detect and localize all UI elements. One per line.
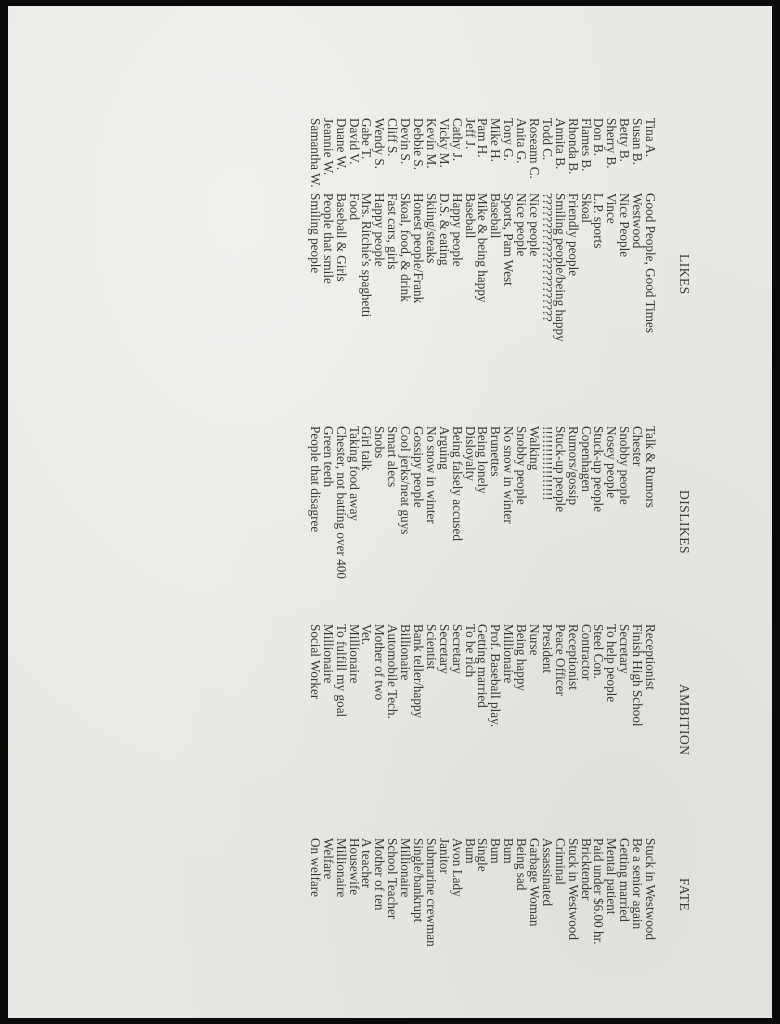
likes-cell: Good People, Good Times [643, 193, 658, 333]
fate-column [308, 838, 656, 947]
dislikes-cell: Being falsely accused [449, 426, 465, 541]
fate-cell: Welfare [320, 838, 336, 880]
ambition-cell: Mother of two [372, 624, 388, 701]
fate-cell: Mental patient [604, 838, 620, 915]
name-cell: Don B. [591, 118, 607, 157]
ambition-cell: Being happy [514, 624, 530, 692]
likes-cell: ?????????????????????? [539, 193, 555, 322]
header-likes: LIKES [677, 254, 692, 295]
likes-cell: Baseball [462, 193, 478, 239]
likes-cell: Food [346, 193, 362, 221]
likes-cell: Friendly people [565, 193, 581, 277]
name-cell: Debbie S. [410, 118, 426, 171]
names-column [308, 118, 656, 188]
dislikes-cell: Nosey people [604, 426, 620, 499]
ambition-cell: Steel Con. [591, 624, 607, 679]
name-cell: Roseann C. [526, 118, 542, 179]
dislikes-cell: Talk & Rumors [643, 426, 658, 508]
fate-cell: Bum [488, 838, 504, 864]
header-fate: FATE [677, 878, 692, 912]
fate-cell: Single/bankrupt [410, 838, 426, 923]
ambition-cell: Vet. [359, 624, 375, 645]
dislikes-cell: Disloyalty [462, 426, 478, 481]
fate-cell: Submarine crewman [423, 838, 439, 947]
ambition-cell: Secretary [436, 624, 452, 674]
yearbook-page [8, 6, 772, 1018]
dislikes-cell: Rumors/gossip [565, 426, 581, 506]
fate-cell: Single [475, 838, 491, 872]
likes-cell: Skoal [578, 193, 594, 224]
likes-cell: Baseball [488, 193, 504, 239]
ambition-cell: Secretary [617, 624, 633, 674]
ambition-cell: Finish High School [630, 624, 646, 727]
dislikes-cell: People that disagree [307, 426, 323, 533]
likes-column [308, 193, 656, 342]
fate-cell: Mother of ten [372, 838, 388, 911]
name-cell: Vicky M. [436, 118, 452, 168]
ambition-cell: Scientist [423, 624, 439, 670]
name-cell: Mike H. [488, 118, 504, 162]
header-ambition: AMBITION [677, 684, 692, 756]
ambition-cell: Millionaire [346, 624, 362, 684]
header-dislikes: DISLIKES [677, 490, 692, 554]
likes-cell: Happy people [449, 193, 465, 267]
dislikes-cell: Snobs [372, 426, 388, 459]
fate-cell: Janitor [436, 838, 452, 874]
fate-cell: Be a senior again [630, 838, 646, 930]
likes-cell: Vince [604, 193, 620, 224]
name-cell: Anita G. [514, 118, 530, 164]
likes-cell: Mike & being happy [475, 193, 491, 303]
name-cell: David V. [346, 118, 362, 165]
name-cell: Sherry B. [604, 118, 620, 169]
dislikes-cell: Chester [630, 426, 646, 467]
dislikes-cell: Snobby people [514, 426, 530, 505]
likes-cell: Fast cars, girls [385, 193, 401, 270]
likes-cell: Baseball & Girls [333, 193, 349, 282]
fate-cell: A teacher [359, 838, 375, 889]
name-cell: Cathy J. [449, 118, 465, 162]
dislikes-cell: Chester, not batting over 400 [333, 426, 349, 579]
dislikes-cell: Stuck-up people [552, 426, 568, 513]
fate-cell: Stuck in Westwood [565, 838, 581, 940]
name-cell: Wendy S. [372, 118, 388, 169]
fate-cell: Getting married [617, 838, 633, 922]
ambition-cell: Millionaire [501, 624, 517, 684]
name-cell: Jeannie W. [320, 118, 336, 176]
dislikes-cell: Taking food away [346, 426, 362, 522]
name-cell: Betty B. [617, 118, 633, 162]
likes-cell: Smiling people/being happy [552, 193, 568, 342]
fate-cell: Bum [501, 838, 517, 864]
likes-cell: Westwood [630, 193, 646, 249]
dislikes-cell: Girl talk [359, 426, 375, 471]
fate-cell: Stuck in Westwood [643, 838, 658, 940]
fate-cell: Millionaire [398, 838, 414, 898]
ambition-cell: To be rich [462, 624, 478, 678]
dislikes-cell: Stuck-up people [591, 426, 607, 513]
fate-cell: Assassinated [539, 838, 555, 907]
dislikes-cell: Gossipy people [410, 426, 426, 508]
fate-cell: School Teacher [385, 838, 401, 920]
dislikes-cell: Green teeth [320, 426, 336, 488]
ambition-cell: Receptionist [643, 624, 658, 690]
ambition-cell: Nurse [526, 624, 542, 656]
likes-cell: L.P. sports [591, 193, 607, 249]
likes-cell: Sports, Pam West [501, 193, 517, 286]
likes-cell: Happy people [372, 193, 388, 267]
ambition-cell: Getting married [475, 624, 491, 708]
dislikes-cell: No snow in winter [423, 426, 439, 524]
fate-cell: Millionaire [333, 838, 349, 898]
likes-cell: People that smile [320, 193, 336, 284]
ambition-cell: Peace Officer [552, 624, 568, 696]
dislikes-cell: Being lonely [475, 426, 491, 494]
dislikes-cell: Smart alecs [385, 426, 401, 488]
name-cell: Cliff S. [385, 118, 401, 157]
likes-cell: Mrs. Ritchie's spaghetti [359, 193, 375, 318]
name-cell: Pam H. [475, 118, 491, 158]
name-cell: Samantha W. [307, 118, 323, 188]
name-cell: Tina A. [643, 118, 658, 158]
ambition-cell: Millionaire [320, 624, 336, 684]
dislikes-cell: !!!!!!!!!!!!!!!!! [539, 426, 555, 501]
dislikes-cell: Brunettes [488, 426, 504, 477]
fate-cell: Housewife [346, 838, 362, 896]
fate-cell: Bum [462, 838, 478, 864]
ambition-cell: Billionaire [398, 624, 414, 681]
dislikes-cell: Snobby people [617, 426, 633, 505]
name-cell: Annita B. [552, 118, 568, 170]
fate-cell: Being sad [514, 838, 530, 891]
ambition-cell: Contractor [578, 624, 594, 681]
likes-cell: Nice People [617, 193, 633, 258]
name-cell: Duane W. [333, 118, 349, 171]
likes-cell: Nice people [514, 193, 530, 257]
name-cell: Rhonda B. [565, 118, 581, 175]
likes-cell: Nice people [526, 193, 542, 257]
fate-cell: Avon Lady [449, 838, 465, 897]
ambition-cell: To fulfill my goal [333, 624, 349, 718]
likes-cell: Smiling people [307, 193, 323, 274]
likes-cell: Skoal, food, & drink [398, 193, 414, 302]
dislikes-cell: Walking [526, 426, 542, 471]
dislikes-cell: Arguing [436, 426, 452, 470]
ambition-column [308, 624, 656, 727]
fate-cell: On welfare [307, 838, 323, 897]
fate-cell: Paid under $6.00 hr. [591, 838, 607, 945]
ambition-cell: Social Worker [307, 624, 323, 700]
ambition-cell: Bank teller/happy [410, 624, 426, 719]
ambition-cell: Prof. Baseball play. [488, 624, 504, 728]
fate-cell: Garbage Woman [526, 838, 542, 927]
dislikes-column [308, 426, 656, 579]
fate-cell: Bricktender [578, 838, 594, 901]
ambition-cell: Receptionist [565, 624, 581, 690]
name-cell: Susan B. [630, 118, 646, 165]
name-cell: Todd C. [539, 118, 555, 161]
name-cell: Jeff J. [462, 118, 478, 150]
fate-cell: Criminal [552, 838, 568, 885]
dislikes-cell: Cool jerks/neat guys [398, 426, 414, 535]
likes-cell: Skiing/steaks [423, 193, 439, 264]
name-cell: Flames B. [578, 118, 594, 172]
name-cell: Devin S. [398, 118, 414, 165]
ambition-cell: Secretary [449, 624, 465, 674]
ambition-cell: President [539, 624, 555, 674]
likes-cell: D.S. & eating [436, 193, 452, 266]
name-cell: Kevin M. [423, 118, 439, 169]
name-cell: Tony G. [501, 118, 517, 162]
ambition-cell: To help people [604, 624, 620, 703]
name-cell: Gabe T. [359, 118, 375, 160]
likes-cell: Honest people/Frank [410, 193, 426, 304]
dislikes-cell: No snow in winter [501, 426, 517, 524]
dislikes-cell: Copenhagen [578, 426, 594, 492]
ambition-cell: Automobile Tech. [385, 624, 401, 719]
rotated-table [90, 66, 710, 1018]
